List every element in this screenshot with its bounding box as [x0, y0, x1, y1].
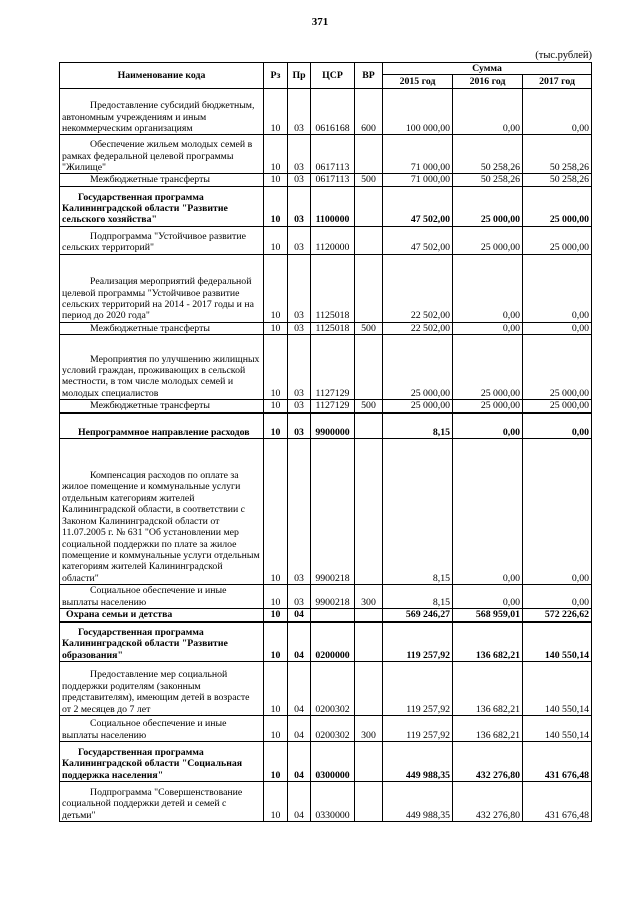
row-2015: 22 502,00 — [383, 254, 453, 322]
row-2017: 25 000,00 — [523, 226, 592, 254]
row-pr: 04 — [288, 622, 311, 662]
row-2015: 25 000,00 — [383, 400, 453, 413]
table-row — [60, 662, 592, 716]
row-rz: 10 — [264, 782, 288, 822]
row-2015: 119 257,92 — [383, 622, 453, 662]
row-name: Социальное обеспечение и иные выплаты населению — [60, 585, 264, 609]
row-rz: 10 — [264, 662, 288, 716]
row-rz: 10 — [264, 742, 288, 782]
row-csr: 0200302 — [311, 716, 355, 742]
row-2016: 25 000,00 — [453, 400, 523, 413]
row-pr: 04 — [288, 662, 311, 716]
row-name: Охрана семьи и детства — [60, 609, 264, 622]
row-2017: 0,00 — [523, 413, 592, 439]
table-row — [60, 174, 592, 186]
row-2017: 140 550,14 — [523, 622, 592, 662]
table-row — [60, 335, 592, 400]
table-row — [60, 322, 592, 334]
row-pr: 03 — [288, 400, 311, 413]
row-vr: 500 — [355, 400, 383, 413]
header-2017: 2017 год — [523, 75, 592, 89]
row-csr: 1125018 — [311, 254, 355, 322]
row-pr: 03 — [288, 413, 311, 439]
row-csr: 9900218 — [311, 439, 355, 585]
row-pr: 03 — [288, 135, 311, 174]
row-rz: 10 — [264, 322, 288, 334]
row-2016: 0,00 — [453, 322, 523, 334]
row-csr: 1127129 — [311, 335, 355, 400]
table-row — [60, 413, 592, 439]
row-2016: 568 959,01 — [453, 609, 523, 622]
row-vr — [355, 662, 383, 716]
row-csr: 1125018 — [311, 322, 355, 334]
row-pr: 03 — [288, 585, 311, 609]
row-2015: 71 000,00 — [383, 174, 453, 186]
table-row — [60, 609, 592, 622]
row-vr: 500 — [355, 322, 383, 334]
row-rz: 10 — [264, 413, 288, 439]
row-name: Межбюджетные трансферты — [60, 322, 264, 334]
table-row — [60, 89, 592, 135]
row-2015: 449 988,35 — [383, 742, 453, 782]
table-row — [60, 226, 592, 254]
row-vr — [355, 413, 383, 439]
row-vr — [355, 609, 383, 622]
row-name: Межбюджетные трансферты — [60, 400, 264, 413]
row-rz: 10 — [264, 585, 288, 609]
row-2015: 8,15 — [383, 585, 453, 609]
row-name: Государственная программа Калининградской области "Развитие сельского хозяйства" — [60, 186, 264, 226]
row-pr: 03 — [288, 174, 311, 186]
row-name: Обеспечение жильем молодых семей в рамках федеральной целевой программы "Жилище" — [60, 135, 264, 174]
row-2017: 50 258,26 — [523, 174, 592, 186]
row-2017: 0,00 — [523, 322, 592, 334]
row-2015: 71 000,00 — [383, 135, 453, 174]
row-pr: 03 — [288, 335, 311, 400]
row-2016: 0,00 — [453, 439, 523, 585]
row-pr: 03 — [288, 186, 311, 226]
row-vr — [355, 335, 383, 400]
row-2017: 431 676,48 — [523, 782, 592, 822]
header-name: Наименование кода — [60, 63, 264, 89]
row-csr: 9900000 — [311, 413, 355, 439]
row-csr: 0330000 — [311, 782, 355, 822]
row-csr: 1127129 — [311, 400, 355, 413]
row-csr: 0616168 — [311, 89, 355, 135]
row-csr: 0300000 — [311, 742, 355, 782]
row-2016: 136 682,21 — [453, 662, 523, 716]
row-2015: 569 246,27 — [383, 609, 453, 622]
row-2016: 136 682,21 — [453, 716, 523, 742]
header-sum: Сумма — [383, 63, 592, 75]
table-row — [60, 716, 592, 742]
table-row — [60, 400, 592, 413]
row-rz: 10 — [264, 226, 288, 254]
row-name: Реализация мероприятий федеральной целевой программы "Устойчивое развитие сельских территорий на 2014 - 2017 годы и на период до 2020 года" — [60, 254, 264, 322]
row-pr: 04 — [288, 716, 311, 742]
row-2015: 100 000,00 — [383, 89, 453, 135]
header-csr: ЦСР — [311, 63, 355, 89]
row-pr: 03 — [288, 439, 311, 585]
row-pr: 03 — [288, 322, 311, 334]
row-pr: 03 — [288, 254, 311, 322]
budget-table — [59, 62, 592, 822]
row-rz: 10 — [264, 174, 288, 186]
row-csr: 9900218 — [311, 585, 355, 609]
row-rz: 10 — [264, 186, 288, 226]
row-2016: 0,00 — [453, 585, 523, 609]
row-name: Подпрограмма "Устойчивое развитие сельских территорий" — [60, 226, 264, 254]
row-2015: 8,15 — [383, 439, 453, 585]
row-2016: 0,00 — [453, 413, 523, 439]
table-row — [60, 742, 592, 782]
row-2016: 50 258,26 — [453, 135, 523, 174]
row-name: Государственная программа Калининградской области "Развитие образования" — [60, 622, 264, 662]
row-vr — [355, 254, 383, 322]
table-row — [60, 585, 592, 609]
row-vr: 600 — [355, 89, 383, 135]
row-rz: 10 — [264, 622, 288, 662]
row-2017: 0,00 — [523, 254, 592, 322]
row-name: Социальное обеспечение и иные выплаты населению — [60, 716, 264, 742]
row-csr: 1120000 — [311, 226, 355, 254]
row-csr: 0617113 — [311, 135, 355, 174]
row-2017: 50 258,26 — [523, 135, 592, 174]
row-pr: 04 — [288, 609, 311, 622]
row-vr: 300 — [355, 716, 383, 742]
row-rz: 10 — [264, 716, 288, 742]
row-2017: 0,00 — [523, 439, 592, 585]
row-2015: 119 257,92 — [383, 662, 453, 716]
row-2015: 449 988,35 — [383, 782, 453, 822]
row-2015: 8,15 — [383, 413, 453, 439]
row-2015: 47 502,00 — [383, 226, 453, 254]
header-2016: 2016 год — [453, 75, 523, 89]
row-2016: 25 000,00 — [453, 186, 523, 226]
table-row — [60, 186, 592, 226]
row-csr: 0617113 — [311, 174, 355, 186]
row-2017: 431 676,48 — [523, 742, 592, 782]
row-2017: 25 000,00 — [523, 186, 592, 226]
row-2017: 0,00 — [523, 89, 592, 135]
row-2016: 0,00 — [453, 254, 523, 322]
table-row — [60, 254, 592, 322]
header-vr: ВР — [355, 63, 383, 89]
row-name: Предоставление мер социальной поддержки родителям (законным представителям), имеющим детей в возрасте от 2 месяцев до 7 лет — [60, 662, 264, 716]
row-name: Государственная программа Калининградской области "Социальная поддержка населения" — [60, 742, 264, 782]
row-vr: 500 — [355, 174, 383, 186]
row-rz: 10 — [264, 135, 288, 174]
row-2017: 0,00 — [523, 585, 592, 609]
row-name: Предоставление субсидий бюджетным, автономным учреждениям и иным некоммерческим организациям — [60, 89, 264, 135]
row-2016: 25 000,00 — [453, 226, 523, 254]
row-csr: 1100000 — [311, 186, 355, 226]
header-rz: Рз — [264, 63, 288, 89]
row-vr — [355, 622, 383, 662]
row-2015: 22 502,00 — [383, 322, 453, 334]
row-name: Непрограммное направление расходов — [60, 413, 264, 439]
row-2016: 0,00 — [453, 89, 523, 135]
row-2016: 136 682,21 — [453, 622, 523, 662]
row-csr: 0200302 — [311, 662, 355, 716]
row-2016: 50 258,26 — [453, 174, 523, 186]
row-vr — [355, 742, 383, 782]
row-rz: 10 — [264, 335, 288, 400]
row-pr: 03 — [288, 226, 311, 254]
row-name: Межбюджетные трансферты — [60, 174, 264, 186]
row-2016: 25 000,00 — [453, 335, 523, 400]
row-rz: 10 — [264, 400, 288, 413]
row-2015: 119 257,92 — [383, 716, 453, 742]
row-name: Компенсация расходов по оплате за жилое помещение и коммунальные услуги отдельным категориям жителей Калининградской области, в соответствии с Законом Калининградской области от 11.07.2005 г. № 631 "Об установлении мер социальной поддержки по плате за жилое помещение и коммунальные услуги отдельным категориям жителей Калининградской области" — [60, 439, 264, 585]
row-csr — [311, 609, 355, 622]
row-vr — [355, 439, 383, 585]
row-name: Мероприятия по улучшению жилищных условий граждан, проживающих в сельской местности, в том числе молодых семей и молодых специалистов — [60, 335, 264, 400]
row-2016: 432 276,80 — [453, 782, 523, 822]
row-2017: 572 226,62 — [523, 609, 592, 622]
row-pr: 04 — [288, 782, 311, 822]
table-row — [60, 622, 592, 662]
row-rz: 10 — [264, 609, 288, 622]
units-label: (тыс.рублей) — [535, 50, 592, 61]
row-2017: 25 000,00 — [523, 400, 592, 413]
row-vr — [355, 782, 383, 822]
row-2015: 25 000,00 — [383, 335, 453, 400]
table-row — [60, 135, 592, 174]
page-number: 371 — [311, 16, 329, 28]
table-row — [60, 439, 592, 585]
header-pr: Пр — [288, 63, 311, 89]
row-name: Подпрограмма "Совершенствование социальной поддержки детей и семей с детьми" — [60, 782, 264, 822]
row-rz: 10 — [264, 254, 288, 322]
row-vr — [355, 226, 383, 254]
row-vr — [355, 186, 383, 226]
row-vr — [355, 135, 383, 174]
table-row — [60, 782, 592, 822]
row-2017: 25 000,00 — [523, 335, 592, 400]
row-rz: 10 — [264, 439, 288, 585]
row-pr: 04 — [288, 742, 311, 782]
row-pr: 03 — [288, 89, 311, 135]
row-2017: 140 550,14 — [523, 716, 592, 742]
row-2017: 140 550,14 — [523, 662, 592, 716]
row-rz: 10 — [264, 89, 288, 135]
row-csr: 0200000 — [311, 622, 355, 662]
header-2015: 2015 год — [383, 75, 453, 89]
row-vr: 300 — [355, 585, 383, 609]
row-2015: 47 502,00 — [383, 186, 453, 226]
row-2016: 432 276,80 — [453, 742, 523, 782]
